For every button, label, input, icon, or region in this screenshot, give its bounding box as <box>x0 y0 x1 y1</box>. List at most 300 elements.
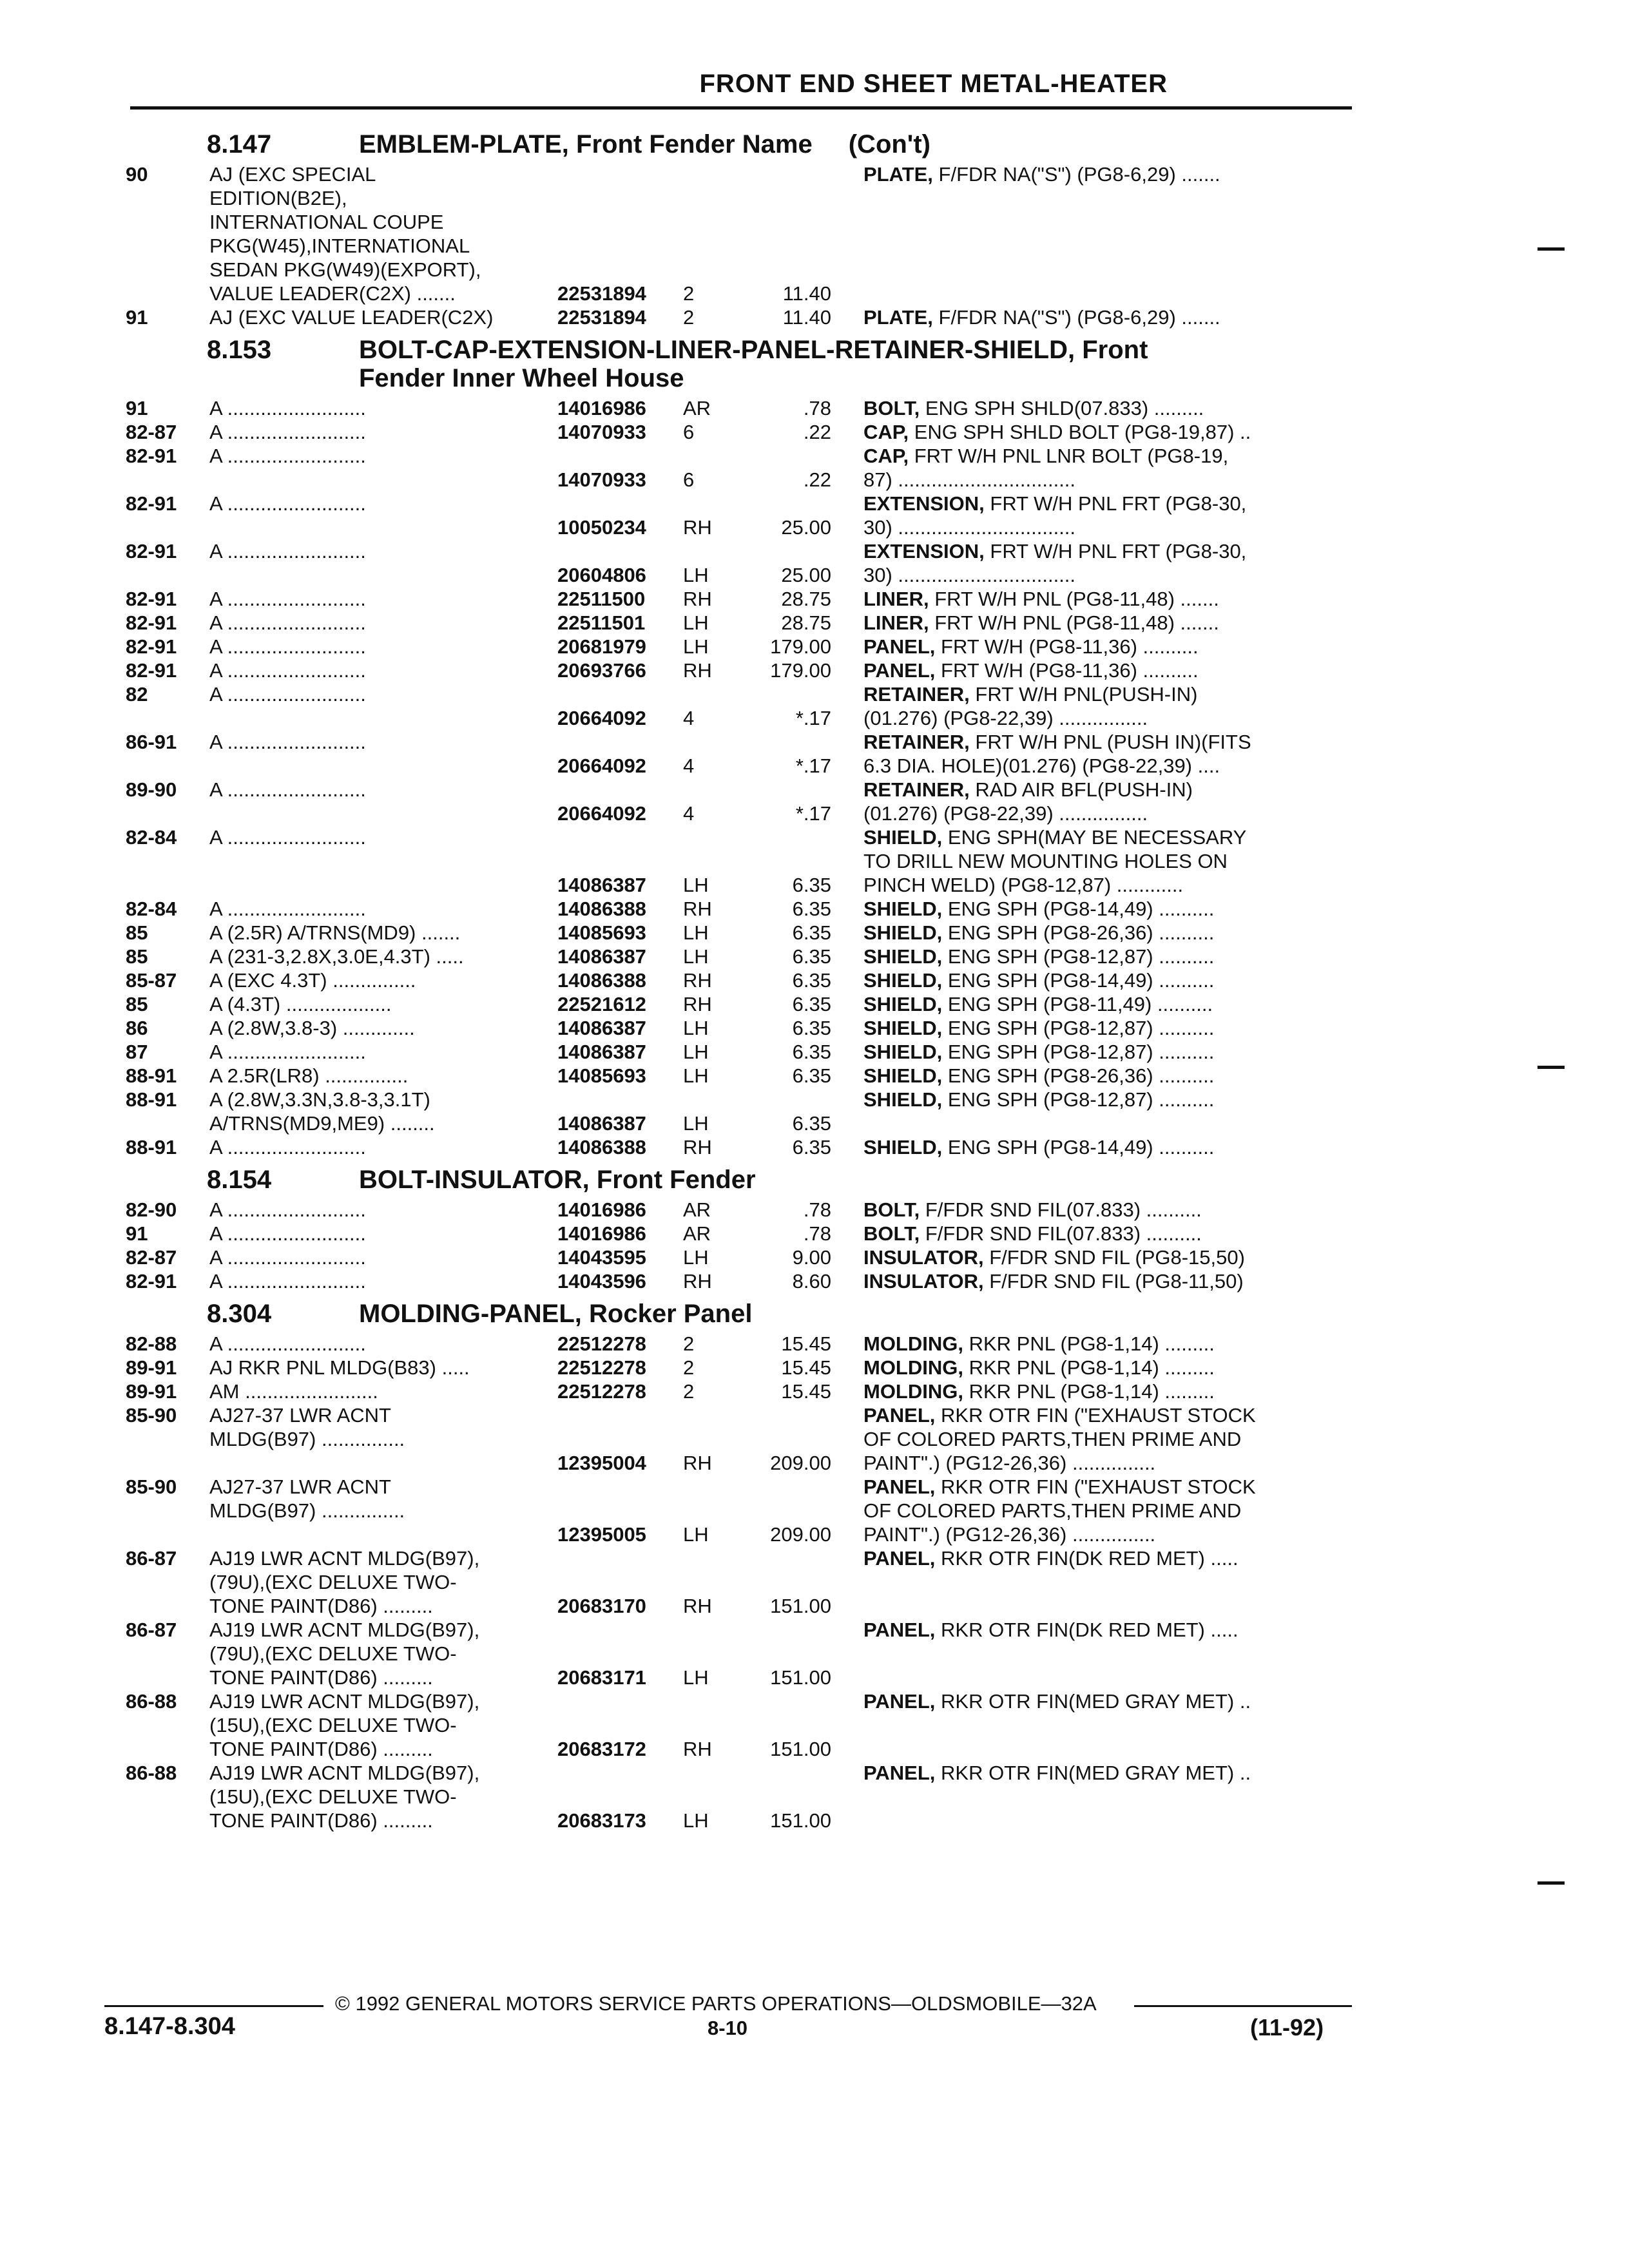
quantity: LH <box>683 1064 709 1087</box>
part-detail: F/FDR NA("S") (PG8-6,29) ....... <box>932 306 1220 329</box>
part-description <box>831 778 1334 825</box>
price: 6.35 <box>792 1017 831 1039</box>
model-application: A ......................... <box>209 659 366 682</box>
part-description <box>831 968 1334 992</box>
part-name: SHIELD, <box>863 945 943 968</box>
price: 209.00 <box>770 1452 831 1474</box>
quantity: 2 <box>683 282 695 305</box>
price: 28.75 <box>781 588 831 610</box>
margin-mark <box>1537 1066 1565 1069</box>
price: 25.00 <box>781 564 831 586</box>
part-name: MOLDING, <box>863 1380 963 1403</box>
model-application: AJ (EXC SPECIAL EDITION(B2E), INTERNATIONAL COUPE PKG(W45),INTERNATIONAL SEDAN PKG(W49)(EXPORT), VALUE LEADER(C2X) ....... <box>209 163 481 305</box>
part-description <box>831 1379 1334 1403</box>
model-year: 82 <box>126 683 148 706</box>
part-description <box>831 420 1334 444</box>
table-row <box>126 968 1350 992</box>
part-name: CAP, <box>863 421 909 443</box>
part-name: PLATE, <box>863 163 933 186</box>
part-detail: RAD AIR BFL(PUSH-IN) (01.276) (PG8-22,39) ................ <box>863 778 1193 825</box>
part-name: PLATE, <box>863 306 933 329</box>
model-application: A ......................... <box>209 397 366 419</box>
quantity: 2 <box>683 1380 695 1403</box>
part-number: 14086387 <box>557 1041 646 1063</box>
table-row <box>126 1332 1350 1356</box>
price: 6.35 <box>792 1112 831 1135</box>
model-application: A ......................... <box>209 731 366 753</box>
part-name: SHIELD, <box>863 1017 943 1039</box>
table-row <box>126 778 1350 825</box>
model-year: 91 <box>126 397 148 419</box>
part-detail: ENG SPH (PG8-12,87) .......... <box>942 1088 1215 1111</box>
part-number: 14086387 <box>557 945 646 968</box>
part-number: 14086387 <box>557 1017 646 1039</box>
part-description <box>831 1088 1334 1135</box>
price: 209.00 <box>770 1523 831 1546</box>
model-year: 89-90 <box>126 778 177 801</box>
table-row <box>126 1379 1350 1403</box>
price: .78 <box>803 1198 831 1221</box>
part-number: 14086388 <box>557 1136 646 1158</box>
table-row <box>126 682 1350 730</box>
model-year: 82-91 <box>126 445 177 467</box>
model-year: 82-88 <box>126 1332 177 1355</box>
price: 15.45 <box>781 1356 831 1379</box>
part-number: 14086387 <box>557 1112 646 1135</box>
part-description <box>831 897 1334 921</box>
quantity: LH <box>683 564 709 586</box>
quantity: AR <box>683 1198 711 1221</box>
part-name: SHIELD, <box>863 993 943 1015</box>
model-application: A ......................... <box>209 898 366 920</box>
part-name: LINER, <box>863 611 929 634</box>
part-number: 22512278 <box>557 1332 646 1355</box>
part-number: 22521612 <box>557 993 646 1015</box>
part-detail: RKR PNL (PG8-1,14) ......... <box>963 1332 1215 1355</box>
model-application: A ......................... <box>209 1270 366 1293</box>
part-description <box>831 1064 1334 1088</box>
model-application: AJ19 LWR ACNT MLDG(B97), (79U),(EXC DELUXE TWO- TONE PAINT(D86) ......... <box>209 1619 480 1689</box>
part-description <box>831 730 1334 778</box>
model-year: 82-91 <box>126 540 177 562</box>
quantity: 2 <box>683 306 695 329</box>
part-description <box>831 635 1334 658</box>
footer-section-range: 8.147-8.304 <box>104 2013 235 2040</box>
part-description <box>831 1332 1334 1356</box>
price: 6.35 <box>792 921 831 944</box>
model-application: AJ (EXC VALUE LEADER(C2X) <box>209 306 494 329</box>
price: 15.45 <box>781 1380 831 1403</box>
part-description <box>831 945 1334 968</box>
model-year: 88-91 <box>126 1136 177 1158</box>
model-year: 82-91 <box>126 659 177 682</box>
part-detail: FRT W/H (PG8-11,36) .......... <box>935 635 1199 658</box>
quantity: LH <box>683 1246 709 1269</box>
section-title <box>359 130 1350 159</box>
quantity: RH <box>683 898 712 920</box>
model-year: 82-91 <box>126 1270 177 1293</box>
part-detail: ENG SPH(MAY BE NECESSARY TO DRILL NEW MOUNTING HOLES ON PINCH WELD) (PG8-12,87) ............ <box>863 826 1247 896</box>
model-application: AJ19 LWR ACNT MLDG(B97), (79U),(EXC DELUXE TWO- TONE PAINT(D86) ......... <box>209 1547 480 1617</box>
part-number: 14016986 <box>557 1198 646 1221</box>
model-year: 82-91 <box>126 611 177 634</box>
part-number: 14070933 <box>557 421 646 443</box>
table-row <box>126 992 1350 1016</box>
part-name: SHIELD, <box>863 826 943 849</box>
model-application: AJ19 LWR ACNT MLDG(B97), (15U),(EXC DELUXE TWO- TONE PAINT(D86) ......... <box>209 1762 480 1832</box>
price: 6.35 <box>792 874 831 896</box>
table-row <box>126 492 1350 539</box>
part-detail: F/FDR SND FIL(07.833) .......... <box>920 1222 1202 1245</box>
part-description <box>831 1245 1334 1269</box>
price: .22 <box>803 421 831 443</box>
part-description <box>831 825 1334 897</box>
model-application: A (231-3,2.8X,3.0E,4.3T) ..... <box>209 945 464 968</box>
part-name: SHIELD, <box>863 898 943 920</box>
quantity: LH <box>683 1523 709 1546</box>
part-description <box>831 992 1334 1016</box>
footer-rule-left <box>104 2005 323 2007</box>
model-application: AM ........................ <box>209 1380 378 1403</box>
part-number: 20693766 <box>557 659 646 682</box>
table-row <box>126 1403 1350 1475</box>
table-row <box>126 945 1350 968</box>
table-row <box>126 1245 1350 1269</box>
part-description <box>831 1618 1334 1689</box>
price: 15.45 <box>781 1332 831 1355</box>
model-application: A (2.8W,3.3N,3.8-3,3.1T) A/TRNS(MD9,ME9) ........ <box>209 1088 435 1135</box>
model-application: A (2.5R) A/TRNS(MD9) ....... <box>209 921 461 944</box>
price: 151.00 <box>770 1738 831 1760</box>
price: 179.00 <box>770 635 831 658</box>
part-description <box>831 1016 1334 1040</box>
model-application: A ......................... <box>209 1041 366 1063</box>
part-detail: FRT W/H PNL (PUSH IN)(FITS 6.3 DIA. HOLE)(01.276) (PG8-22,39) .... <box>863 731 1251 777</box>
model-application: A ......................... <box>209 611 366 634</box>
part-number: 14016986 <box>557 1222 646 1245</box>
table-row <box>126 1546 1350 1618</box>
part-name: RETAINER, <box>863 778 970 801</box>
part-name: BOLT, <box>863 1198 920 1221</box>
part-detail: RKR OTR FIN ("EXHAUST STOCK OF COLORED PARTS,THEN PRIME AND PAINT".) (PG12-26,36) ............... <box>863 1404 1256 1474</box>
model-application: A ......................... <box>209 1198 366 1221</box>
part-name: PANEL, <box>863 1619 936 1641</box>
part-name: SHIELD, <box>863 1064 943 1087</box>
quantity: 4 <box>683 754 695 777</box>
part-detail: RKR OTR FIN(MED GRAY MET) .. <box>935 1762 1251 1784</box>
part-detail: ENG SPH (PG8-14,49) .......... <box>942 969 1215 992</box>
part-detail: F/FDR NA("S") (PG8-6,29) ....... <box>932 163 1220 186</box>
quantity: LH <box>683 611 709 634</box>
table-row <box>126 1135 1350 1159</box>
table-row <box>126 1761 1350 1832</box>
model-application: A (2.8W,3.8-3) ............. <box>209 1017 415 1039</box>
margin-mark <box>1537 1881 1565 1885</box>
section-heading <box>126 1300 1350 1328</box>
model-year: 82-91 <box>126 635 177 658</box>
part-detail: FRT W/H PNL (PG8-11,48) ....... <box>929 611 1219 634</box>
part-detail: RKR PNL (PG8-1,14) ......... <box>963 1380 1215 1403</box>
part-number: 12395005 <box>557 1523 646 1546</box>
section-continued-label: (Con't) <box>848 130 930 159</box>
quantity: RH <box>683 1738 712 1760</box>
part-description <box>831 1356 1334 1379</box>
part-name: EXTENSION, <box>863 540 985 562</box>
model-year: 89-91 <box>126 1356 177 1379</box>
section-title-text: BOLT-INSULATOR, Front Fender <box>359 1166 756 1194</box>
section-heading <box>126 130 1350 159</box>
price: 6.35 <box>792 1136 831 1158</box>
table-row <box>126 444 1350 492</box>
section-title-text: MOLDING-PANEL, Rocker Panel <box>359 1300 753 1328</box>
table-row <box>126 1222 1350 1245</box>
model-year: 86 <box>126 1017 148 1039</box>
quantity: RH <box>683 1270 712 1293</box>
table-row <box>126 1618 1350 1689</box>
part-detail: ENG SPH (PG8-26,36) .......... <box>942 1064 1215 1087</box>
model-year: 88-91 <box>126 1064 177 1087</box>
part-number: 14043596 <box>557 1270 646 1293</box>
price: 6.35 <box>792 898 831 920</box>
table-row <box>126 897 1350 921</box>
price: 6.35 <box>792 945 831 968</box>
section-number: 8.153 <box>207 336 272 364</box>
part-detail: F/FDR SND FIL (PG8-15,50) <box>983 1246 1245 1269</box>
quantity: LH <box>683 1041 709 1063</box>
margin-mark <box>1537 247 1565 251</box>
part-name: RETAINER, <box>863 683 970 706</box>
part-name: RETAINER, <box>863 731 970 753</box>
model-year: 82-87 <box>126 1246 177 1269</box>
quantity: 6 <box>683 421 695 443</box>
part-detail: FRT W/H (PG8-11,36) .......... <box>935 659 1199 682</box>
part-number: 14070933 <box>557 468 646 491</box>
price: .78 <box>803 397 831 419</box>
model-application: A ......................... <box>209 588 366 610</box>
part-description <box>831 1269 1334 1293</box>
quantity: LH <box>683 1017 709 1039</box>
part-number: 14086388 <box>557 898 646 920</box>
part-description <box>831 1546 1334 1618</box>
part-number: 14016986 <box>557 397 646 419</box>
quantity: RH <box>683 588 712 610</box>
quantity: AR <box>683 1222 711 1245</box>
table-row <box>126 1269 1350 1293</box>
model-year: 85 <box>126 993 148 1015</box>
table-row <box>126 1356 1350 1379</box>
part-number: 20683172 <box>557 1738 646 1760</box>
part-description <box>831 682 1334 730</box>
part-name: SHIELD, <box>863 1136 943 1158</box>
table-row <box>126 1088 1350 1135</box>
quantity: RH <box>683 993 712 1015</box>
table-row <box>126 587 1350 611</box>
quantity: 6 <box>683 468 695 491</box>
quantity: LH <box>683 874 709 896</box>
section-title <box>359 1166 1350 1194</box>
model-application: A ......................... <box>209 445 366 467</box>
part-number: 14086388 <box>557 969 646 992</box>
part-number: 20664092 <box>557 754 646 777</box>
model-year: 86-87 <box>126 1619 177 1641</box>
table-row <box>126 420 1350 444</box>
quantity: RH <box>683 1136 712 1158</box>
catalog-sections <box>126 124 1350 1832</box>
part-number: 12395004 <box>557 1452 646 1474</box>
table-row <box>126 1475 1350 1546</box>
section-number: 8.154 <box>207 1166 272 1194</box>
part-name: PANEL, <box>863 1690 936 1713</box>
part-name: PANEL, <box>863 659 936 682</box>
model-application: AJ27-37 LWR ACNT MLDG(B97) ............... <box>209 1404 405 1450</box>
model-application: A ......................... <box>209 1222 366 1245</box>
part-name: PANEL, <box>863 1762 936 1784</box>
part-name: EXTENSION, <box>863 492 985 515</box>
model-year: 82-90 <box>126 1198 177 1221</box>
part-name: INSULATOR, <box>863 1246 984 1269</box>
model-application: A ......................... <box>209 492 366 515</box>
quantity: LH <box>683 1809 709 1832</box>
model-application: A (EXC 4.3T) ............... <box>209 969 416 992</box>
part-detail: FRT W/H PNL(PUSH-IN) (01.276) (PG8-22,39) ................ <box>863 683 1198 729</box>
part-description <box>831 1475 1334 1546</box>
model-application: A ......................... <box>209 1246 366 1269</box>
price: 6.35 <box>792 1064 831 1087</box>
part-detail: FRT W/H PNL (PG8-11,48) ....... <box>929 588 1219 610</box>
price: *.17 <box>795 707 831 729</box>
part-number: 22511500 <box>557 588 646 610</box>
model-year: 91 <box>126 306 148 329</box>
model-application: AJ RKR PNL MLDG(B83) ..... <box>209 1356 470 1379</box>
price: 151.00 <box>770 1809 831 1832</box>
quantity: AR <box>683 397 711 419</box>
part-detail: ENG SPH (PG8-26,36) .......... <box>942 921 1215 944</box>
price: *.17 <box>795 802 831 825</box>
part-name: CAP, <box>863 445 909 467</box>
part-number: 20681979 <box>557 635 646 658</box>
model-year: 82-91 <box>126 588 177 610</box>
part-detail: FRT W/H PNL LNR BOLT (PG8-19, 87) ................................ <box>863 445 1229 491</box>
price: .78 <box>803 1222 831 1245</box>
model-year: 85 <box>126 921 148 944</box>
model-application: A ......................... <box>209 1332 366 1355</box>
table-row <box>126 921 1350 945</box>
model-year: 82-84 <box>126 826 177 849</box>
model-year: 86-88 <box>126 1690 177 1713</box>
price: 6.35 <box>792 969 831 992</box>
model-year: 89-91 <box>126 1380 177 1403</box>
part-detail: F/FDR SND FIL(07.833) .......... <box>920 1198 1202 1221</box>
table-row <box>126 539 1350 587</box>
table-row <box>126 658 1350 682</box>
part-detail: RKR PNL (PG8-1,14) ......... <box>963 1356 1215 1379</box>
part-detail: ENG SPH SHLD(07.833) ......... <box>920 397 1204 419</box>
quantity: RH <box>683 659 712 682</box>
model-application: A 2.5R(LR8) ............... <box>209 1064 409 1087</box>
part-description <box>831 1222 1334 1245</box>
part-number: 20664092 <box>557 707 646 729</box>
part-name: SHIELD, <box>863 969 943 992</box>
part-detail: ENG SPH (PG8-11,49) .......... <box>942 993 1213 1015</box>
model-year: 87 <box>126 1041 148 1063</box>
quantity: RH <box>683 516 712 539</box>
price: 11.40 <box>782 282 831 305</box>
part-number: 20604806 <box>557 564 646 586</box>
model-year: 86-87 <box>126 1547 177 1570</box>
price: 8.60 <box>792 1270 831 1293</box>
quantity: LH <box>683 635 709 658</box>
part-description <box>831 658 1334 682</box>
model-application: A ......................... <box>209 540 366 562</box>
part-name: SHIELD, <box>863 1088 943 1111</box>
model-year: 86-88 <box>126 1762 177 1784</box>
part-description <box>831 305 1334 329</box>
table-row <box>126 1064 1350 1088</box>
part-detail: FRT W/H PNL FRT (PG8-30, 30) ................................ <box>863 492 1247 539</box>
model-application: AJ19 LWR ACNT MLDG(B97), (15U),(EXC DELUXE TWO- TONE PAINT(D86) ......... <box>209 1690 480 1760</box>
part-number: 14043595 <box>557 1246 646 1269</box>
price: 9.00 <box>792 1246 831 1269</box>
price: 6.35 <box>792 993 831 1015</box>
part-detail: RKR OTR FIN ("EXHAUST STOCK OF COLORED PARTS,THEN PRIME AND PAINT".) (PG12-26,36) ............... <box>863 1475 1256 1546</box>
part-name: PANEL, <box>863 1547 936 1570</box>
part-name: INSULATOR, <box>863 1270 984 1293</box>
part-description <box>831 1761 1334 1832</box>
page-title: FRONT END SHEET METAL-HEATER <box>699 70 1168 98</box>
part-name: BOLT, <box>863 1222 920 1245</box>
section-title-text: BOLT-CAP-EXTENSION-LINER-PANEL-RETAINER-SHIELD, Front Fender Inner Wheel House <box>359 336 1148 392</box>
model-year: 91 <box>126 1222 148 1245</box>
part-description <box>831 444 1334 492</box>
quantity: 2 <box>683 1332 695 1355</box>
part-detail: ENG SPH (PG8-12,87) .......... <box>942 945 1215 968</box>
quantity: LH <box>683 945 709 968</box>
table-row <box>126 1016 1350 1040</box>
part-number: 14085693 <box>557 1064 646 1087</box>
quantity: 4 <box>683 707 695 729</box>
model-year: 85 <box>126 945 148 968</box>
part-description <box>831 162 1334 305</box>
section-heading <box>126 1166 1350 1194</box>
part-number: 22512278 <box>557 1380 646 1403</box>
price: 11.40 <box>782 306 831 329</box>
quantity: 4 <box>683 802 695 825</box>
model-application: A ......................... <box>209 1136 366 1158</box>
model-application: A ......................... <box>209 421 366 443</box>
table-row <box>126 305 1350 329</box>
part-detail: RKR OTR FIN(MED GRAY MET) .. <box>935 1690 1251 1713</box>
price: 25.00 <box>781 516 831 539</box>
part-name: SHIELD, <box>863 921 943 944</box>
table-row <box>126 1198 1350 1222</box>
price: *.17 <box>795 754 831 777</box>
quantity: RH <box>683 1595 712 1617</box>
table-row <box>126 825 1350 897</box>
part-description <box>831 1040 1334 1064</box>
quantity: LH <box>683 1666 709 1689</box>
model-year: 85-87 <box>126 969 177 992</box>
part-description <box>831 611 1334 635</box>
section-8-153 <box>126 336 1350 1159</box>
footer-date: (11-92) <box>1250 2014 1324 2041</box>
part-detail: ENG SPH SHLD BOLT (PG8-19,87) .. <box>909 421 1251 443</box>
model-application: A ......................... <box>209 826 366 849</box>
model-year: 85-90 <box>126 1475 177 1498</box>
price: 28.75 <box>781 611 831 634</box>
part-name: LINER, <box>863 588 929 610</box>
part-number: 14085693 <box>557 921 646 944</box>
price: .22 <box>803 468 831 491</box>
